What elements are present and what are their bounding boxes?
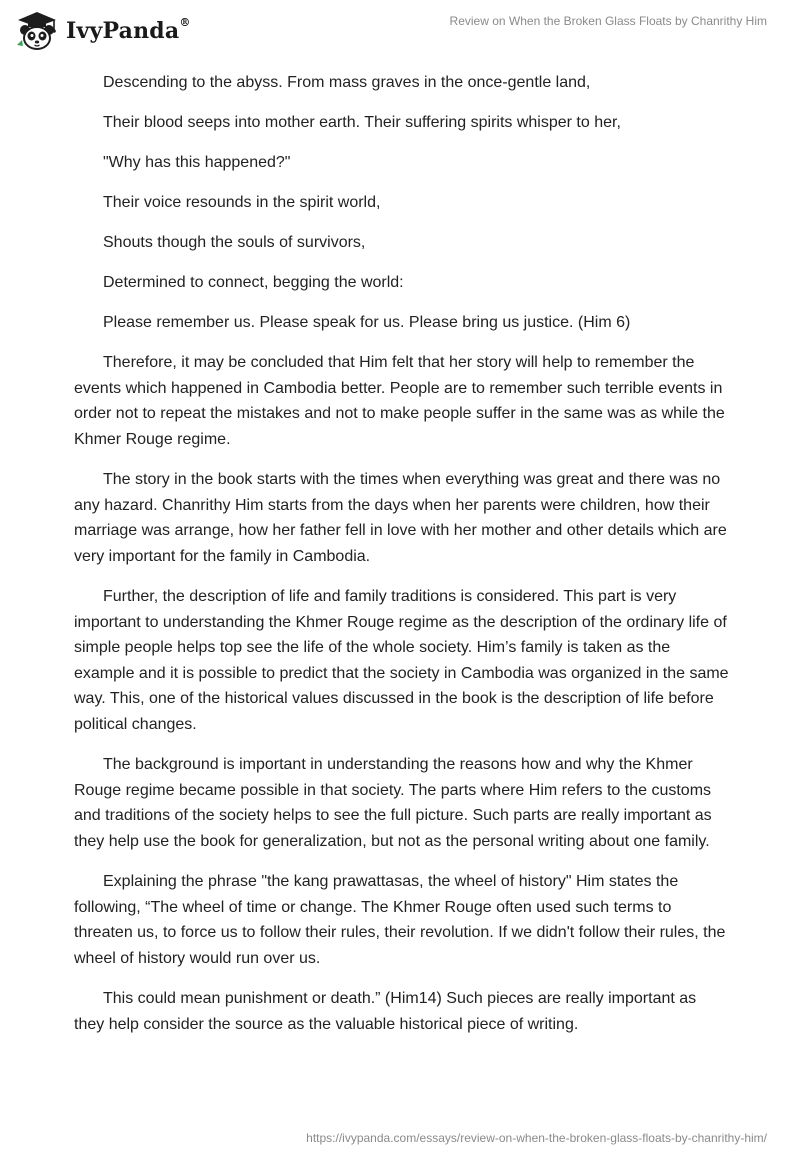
registered-mark: ® (179, 16, 191, 29)
poem-line: Determined to connect, begging the world: (103, 274, 404, 291)
poem-line: "Why has this happened?" (103, 154, 291, 171)
poem-line: Their blood seeps into mother earth. Their suffering spirits whisper to her, (103, 114, 621, 131)
body-paragraph: Explaining the phrase "the kang prawattasas, the wheel of history" Him states the following, “The wheel of time or change. The Khmer Rouge often used such terms to threaten us, to force us to follow their rules, their revolution. If we didn't follow their rules, the wheel of history would run over us. (74, 873, 726, 967)
poem-quote (74, 70, 729, 336)
logo[interactable] (14, 10, 191, 52)
logo-wordmark: IvyPanda (66, 18, 180, 44)
source-url[interactable]: https://ivypanda.com/essays/review-on-when-the-broken-glass-floats-by-chanrithy-him/ (306, 1131, 767, 1145)
panda-graduate-icon (14, 11, 60, 51)
page-header (0, 0, 800, 60)
poem-line: Their voice resounds in the spirit world, (103, 194, 381, 211)
poem-line: Shouts though the souls of survivors, (103, 234, 366, 251)
running-title: Review on When the Broken Glass Floats by Chanrithy Him (449, 14, 767, 28)
document-body (74, 70, 729, 1037)
body-paragraph: Therefore, it may be concluded that Him felt that her story will help to remember the events which happened in Cambodia better. People are to remember such terrible events in order not to repeat the mistakes and not to make people suffer in the same was as while the Khmer Rouge regime. (74, 354, 725, 448)
body-paragraph: This could mean punishment or death.” (Him14) Such pieces are really important as they help consider the source as the valuable historical piece of writing. (74, 990, 697, 1033)
logo-text (66, 18, 191, 44)
body-paragraph: Further, the description of life and family traditions is considered. This part is very important to understanding the Khmer Rouge regime as the description of the ordinary life of simple people helps top see the life of the whole society. Him’s family is taken as the example and it is possible to predict that the society in Cambodia was organized in the same way. This, one of the historical values discussed in the book is the description of life before political changes. (74, 588, 729, 733)
body-paragraph: The story in the book starts with the times when everything was great and there was no any hazard. Chanrithy Him starts from the days when her parents were children, how their marriage was arrange, how her father fell in love with her mother and other details which are very important for the family in Cambodia. (74, 471, 727, 565)
poem-line: Descending to the abyss. From mass graves in the once-gentle land, (103, 74, 591, 91)
poem-line: Please remember us. Please speak for us. Please bring us justice. (Him 6) (103, 314, 631, 331)
body-paragraph: The background is important in understanding the reasons how and why the Khmer Rouge regime became possible in that society. The parts where Him refers to the customs and traditions of the society helps to see the full picture. Such parts are really important as they help use the book for generalization, but not as the personal writing about one family. (74, 756, 712, 850)
